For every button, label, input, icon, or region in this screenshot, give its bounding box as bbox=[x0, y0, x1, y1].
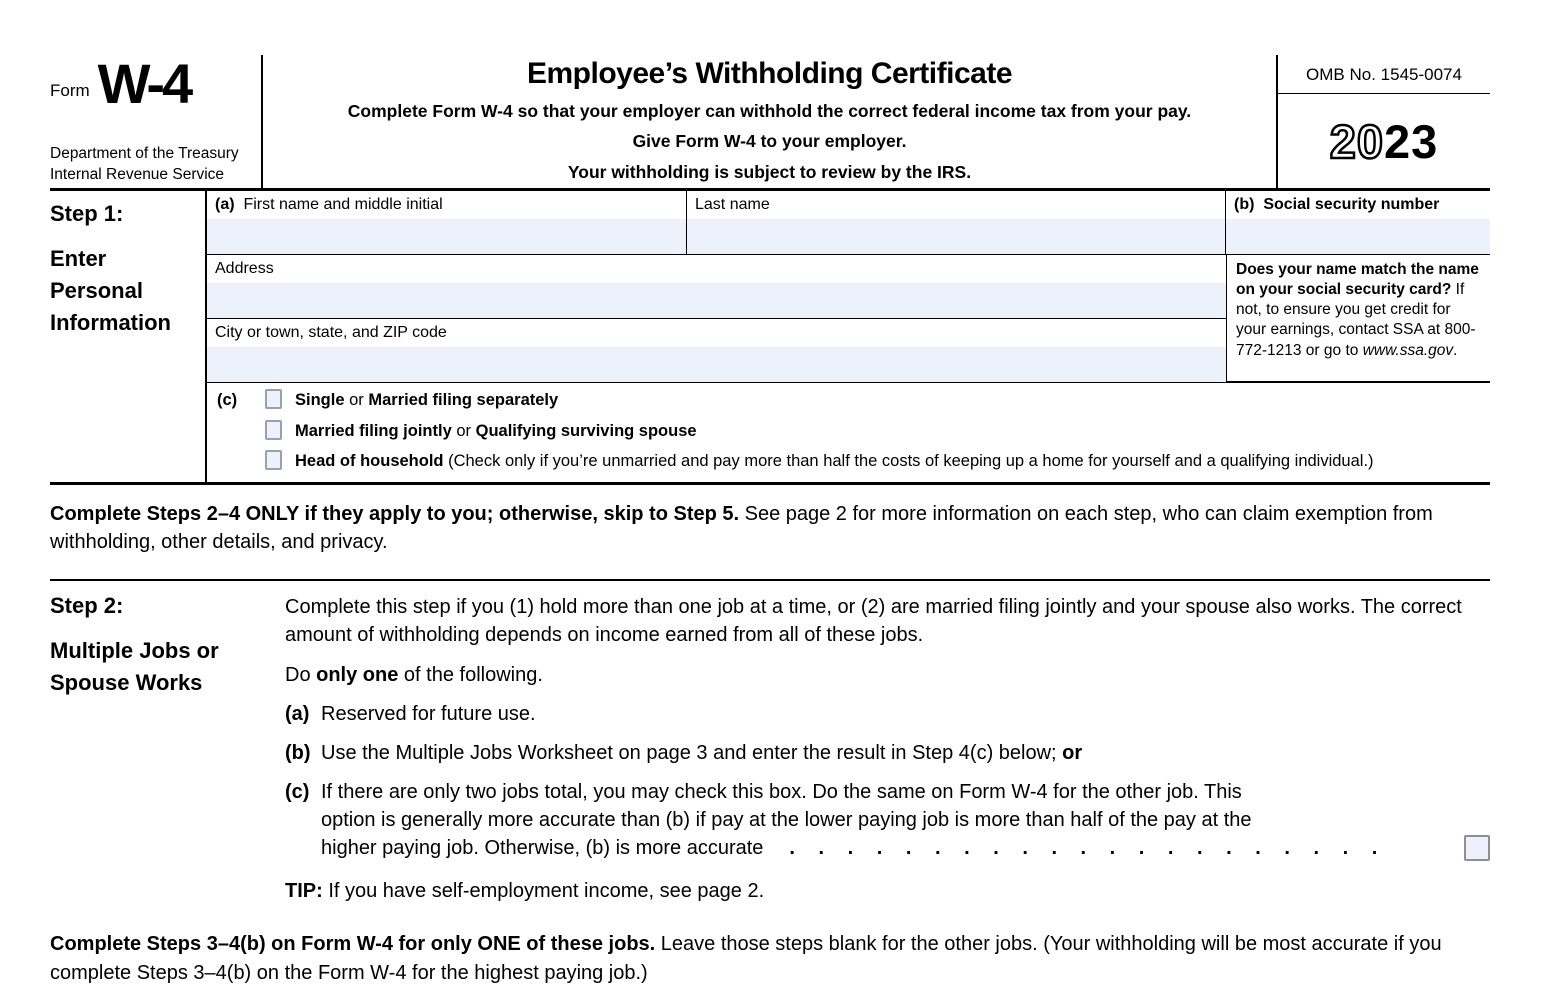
steps-2-4-notice bbox=[50, 485, 1490, 581]
first-name-cell bbox=[207, 191, 687, 254]
first-name-input[interactable] bbox=[207, 219, 686, 254]
city-label: City or town, state, and ZIP code bbox=[215, 324, 447, 341]
ssn-prefix: (b) bbox=[1234, 196, 1255, 213]
item-c-line1: If there are only two jobs total, you may check this box. Do the same on Form W-4 for the other job. This bbox=[321, 781, 1242, 804]
ssa-note bbox=[1226, 255, 1490, 382]
first-name-label-text: First name and middle initial bbox=[243, 196, 443, 213]
dotted-leader: . . . . . . . . . . . . . . . . . . . . . bbox=[789, 837, 1387, 860]
form-number: W-4 bbox=[97, 52, 191, 115]
surviving-spouse-bold: Qualifying surviving spouse bbox=[475, 421, 697, 440]
form-number-line bbox=[50, 52, 255, 115]
filing-status-prefix: (c) bbox=[217, 391, 238, 409]
step2-content bbox=[285, 593, 1490, 904]
married-separately-bold: Married filing separately bbox=[368, 391, 559, 409]
footer-regular: Leave those steps blank for the other jobs. (Your withholding will be most accurate if you complete Steps 3–4(b) on the Form W-4 for the highest paying job.) bbox=[50, 933, 1442, 984]
notice-bold: Complete Steps 2–4 ONLY if they apply to you; otherwise, skip to Step 5. bbox=[50, 502, 740, 525]
tip-bold: TIP: bbox=[285, 880, 323, 903]
notice-paragraph bbox=[50, 500, 1490, 557]
step2-item-b bbox=[285, 739, 1490, 767]
head-of-household-rest: (Check only if you’re unmarried and pay more than half the costs of keeping up a home for yourself and a qualifying individual.) bbox=[448, 452, 1374, 471]
step2-label: Step 2: bbox=[50, 592, 124, 618]
ssa-note-body: If not, to ensure you get credit for your earnings, contact SSA at 800-772-1213 or go to bbox=[1236, 281, 1476, 359]
last-name-cell bbox=[687, 191, 1226, 254]
ssn-label bbox=[1226, 191, 1490, 219]
step2-item-a bbox=[285, 700, 1490, 728]
head-of-household-option-label bbox=[295, 450, 1374, 472]
filing-status-row bbox=[207, 383, 1490, 482]
item-a-label: (a) bbox=[285, 703, 310, 726]
agency-line-2: Internal Revenue Service bbox=[50, 166, 225, 184]
head-of-household-bold: Head of household bbox=[295, 452, 444, 471]
item-b-label: (b) bbox=[285, 742, 311, 765]
married-jointly-checkbox[interactable] bbox=[265, 420, 282, 440]
item-a-text: Reserved for future use. bbox=[321, 703, 536, 726]
item-c-label: (c) bbox=[285, 781, 310, 804]
steps-3-4b-notice bbox=[50, 930, 1490, 987]
ssn-label-text: Social security number bbox=[1263, 196, 1440, 213]
address-city-row bbox=[207, 255, 1490, 383]
address-input[interactable] bbox=[207, 283, 1226, 318]
form-instruction-1: Complete Form W-4 so that your employer can withhold the correct federal income tax from your pay. bbox=[347, 101, 1192, 122]
do-bold: only one bbox=[316, 664, 399, 687]
ssa-website: www.ssa.gov bbox=[1362, 341, 1454, 359]
page-title: Employee’s Withholding Certificate bbox=[526, 57, 1013, 90]
item-b-text bbox=[321, 739, 1490, 767]
first-name-label bbox=[207, 191, 686, 219]
name-ssn-row bbox=[207, 191, 1490, 255]
item-b-regular: Use the Multiple Jobs Worksheet on page 3 and enter the result in Step 4(c) below; bbox=[321, 742, 1063, 765]
first-name-prefix: (a) bbox=[215, 196, 235, 213]
single-or: or bbox=[344, 391, 369, 409]
ssn-input[interactable] bbox=[1226, 219, 1490, 254]
item-c-text bbox=[321, 778, 1490, 862]
step1-heading bbox=[50, 191, 205, 482]
last-name-label: Last name bbox=[695, 196, 770, 213]
address-cell bbox=[207, 255, 1226, 319]
city-input[interactable] bbox=[207, 347, 1226, 382]
two-jobs-checkbox[interactable] bbox=[1464, 835, 1490, 861]
filing-option-married-jointly bbox=[265, 420, 1486, 442]
step2-heading bbox=[50, 593, 285, 904]
married-jointly-or: or bbox=[451, 421, 476, 440]
last-name-input[interactable] bbox=[687, 219, 1225, 254]
agency-block bbox=[50, 144, 255, 186]
footer-paragraph bbox=[50, 930, 1490, 987]
agency-line-1: Department of the Treasury bbox=[50, 145, 239, 163]
do-prefix: Do bbox=[285, 664, 317, 687]
single-option-label bbox=[295, 389, 558, 411]
step2-section bbox=[50, 581, 1490, 904]
ssa-note-period: . bbox=[1453, 341, 1458, 359]
step2-intro: Complete this step if you (1) hold more than one job at a time, or (2) are married filing jointly and your spouse also works. The correct amount of withholding depends on income earned from all of these jobs. bbox=[285, 595, 1462, 647]
notice-regular: See page 2 for more information on each step, who can claim exemption from withholding, other details, and privacy. bbox=[50, 502, 1433, 554]
item-c-line3: higher paying job. Otherwise, (b) is more accurate bbox=[321, 837, 764, 860]
filing-option-head-of-household bbox=[265, 450, 1486, 472]
step2-title: Multiple Jobs or Spouse Works bbox=[50, 637, 219, 695]
footer-bold: Complete Steps 3–4(b) on Form W-4 for only ONE of these jobs. bbox=[50, 933, 656, 956]
step1-label: Step 1: bbox=[50, 201, 124, 226]
step1-title: Enter Personal Information bbox=[50, 246, 171, 335]
step1-section bbox=[50, 191, 1490, 485]
form-word: Form bbox=[50, 81, 90, 101]
step2-do-line bbox=[285, 664, 1490, 687]
tip-text: If you have self-employment income, see page 2. bbox=[322, 880, 765, 903]
form-header bbox=[50, 52, 1490, 191]
do-suffix: of the following. bbox=[398, 664, 543, 687]
step2-item-c bbox=[285, 778, 1490, 862]
form-title-block bbox=[263, 55, 1278, 188]
step2-tip bbox=[285, 880, 1490, 903]
omb-year-block bbox=[1278, 55, 1490, 188]
city-cell bbox=[207, 319, 1226, 382]
ssn-cell bbox=[1226, 191, 1490, 254]
omb-number: OMB No. 1545-0074 bbox=[1278, 55, 1490, 94]
form-instruction-3: Your withholding is subject to review by the IRS. bbox=[567, 161, 972, 182]
item-b-or-bold: or bbox=[1062, 742, 1083, 765]
married-jointly-option-label bbox=[295, 420, 697, 442]
item-c-leader-line bbox=[321, 834, 1490, 862]
single-bold: Single bbox=[295, 391, 345, 409]
address-city-column bbox=[207, 255, 1226, 382]
item-c-line2: option is generally more accurate than (b) if pay at the lower paying job is more than half of the pay at the bbox=[321, 809, 1252, 832]
ssa-note-question: Does your name match the name on your social security card? bbox=[1236, 261, 1479, 299]
address-label: Address bbox=[215, 260, 274, 277]
form-year bbox=[1278, 94, 1490, 188]
filing-option-single bbox=[265, 389, 1486, 411]
form-year-solid-digits: 23 bbox=[1384, 114, 1439, 168]
head-of-household-checkbox[interactable] bbox=[265, 450, 282, 470]
filing-status-options bbox=[265, 389, 1486, 472]
married-jointly-bold: Married filing jointly bbox=[295, 421, 452, 440]
single-checkbox[interactable] bbox=[265, 389, 282, 409]
form-year-outline-digits: 20 bbox=[1329, 114, 1384, 168]
form-id-block bbox=[50, 52, 263, 188]
form-instruction-2: Give Form W-4 to your employer. bbox=[632, 131, 907, 152]
step1-fields bbox=[205, 191, 1490, 482]
